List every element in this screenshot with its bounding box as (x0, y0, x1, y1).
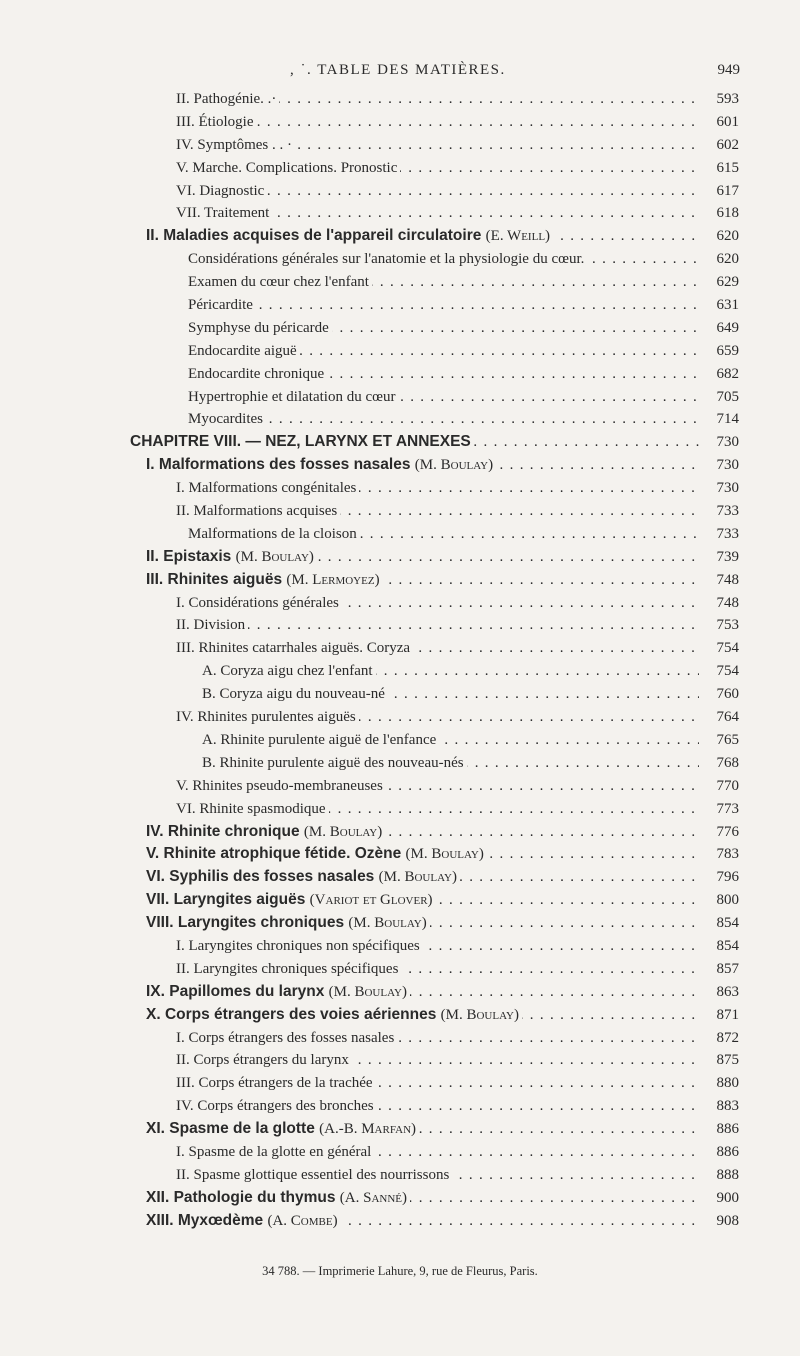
toc-entry-text: III. Rhinites catarrhales aiguës. Coryza (176, 640, 411, 657)
toc-entry-text: V. Rhinite atrophique fétide. Ozène (146, 845, 402, 863)
toc-entry-page-number: 783 (699, 843, 739, 866)
toc-entry (0, 271, 800, 294)
toc-entry-text: VI. Diagnostic (176, 182, 265, 199)
toc-entry-page-number: 733 (699, 523, 739, 546)
toc-entry-page-number: 714 (699, 408, 739, 431)
toc-entry-page-number: 602 (699, 134, 739, 157)
toc-entry-author: (A. Combe) (267, 1212, 338, 1229)
toc-entry-title (176, 775, 730, 798)
toc-entry (0, 958, 800, 981)
toc-entry-page-number: 730 (699, 477, 739, 500)
toc-entry-label (176, 480, 359, 496)
toc-entry-page-number: 765 (699, 729, 739, 752)
toc-entry-text: II. Epistaxis (146, 547, 232, 565)
toc-entry-author: (M. Boulay) (378, 869, 457, 886)
toc-entry (0, 1049, 800, 1072)
toc-entry-page-number: 730 (699, 454, 739, 477)
toc-entry-label (176, 617, 248, 633)
toc-entry-title (146, 1210, 730, 1233)
toc-entry (0, 157, 800, 180)
toc-entry-text: XIII. Myxœdème (146, 1211, 264, 1229)
toc-entry-label (188, 411, 266, 427)
toc-entry-title (146, 454, 730, 477)
toc-entry (0, 500, 800, 523)
toc-entry-title (146, 225, 730, 248)
toc-entry (0, 683, 800, 706)
toc-entry-text: VI. Syphilis des fosses nasales (146, 868, 375, 886)
toc-entry-title (146, 1004, 730, 1027)
running-header (0, 62, 800, 86)
toc-entry-title (188, 408, 730, 431)
toc-entry-page-number: 649 (699, 317, 739, 340)
toc-entry (0, 1004, 800, 1027)
toc-entry-title (176, 798, 730, 821)
toc-entry-page-number: 773 (699, 798, 739, 821)
toc-entry (0, 408, 800, 431)
toc-entry (0, 592, 800, 615)
toc-entry-label (176, 137, 295, 153)
toc-entry-label (146, 845, 487, 862)
toc-entry-title (176, 1027, 730, 1050)
toc-entry-text: II. Spasme glottique essentiel des nourrissons (176, 1166, 450, 1183)
toc-entry-title (176, 958, 730, 981)
toc-entry-text: VI. Rhinite spasmodique (176, 800, 326, 817)
toc-entry-text: Myocardites (188, 411, 263, 428)
toc-entry-page-number: 631 (699, 294, 739, 317)
toc-entry-title (188, 340, 730, 363)
toc-entry-title (146, 866, 730, 889)
toc-entry-label (176, 778, 386, 794)
toc-entry-title (176, 500, 730, 523)
toc-entry (0, 1118, 800, 1141)
toc-entry-title (176, 134, 730, 157)
toc-entry-text: IV. Corps étrangers des bronches (176, 1098, 374, 1115)
toc-entry-label (176, 205, 272, 221)
toc-entry-title (176, 614, 730, 637)
toc-entry-text: Symphyse du péricarde (188, 319, 329, 336)
toc-entry-text: Examen du cœur chez l'enfant (188, 274, 369, 291)
toc-entry-author: (M. Boulay) (405, 846, 484, 863)
table-of-contents (0, 88, 800, 1233)
toc-entry (0, 935, 800, 958)
toc-entry-title (176, 111, 730, 134)
toc-entry-text: II. Division (176, 617, 246, 634)
toc-entry-label (188, 343, 300, 359)
toc-entry-label (176, 160, 400, 176)
toc-entry-page-number: 875 (699, 1049, 739, 1072)
toc-entry-text: II. Laryngites chroniques spécifiques (176, 960, 399, 977)
toc-entry-label (146, 227, 553, 244)
toc-entry-page-number: 880 (699, 1072, 739, 1095)
toc-entry (0, 843, 800, 866)
toc-entry-author: (E. Weill) (485, 228, 551, 245)
toc-entry-title (176, 935, 730, 958)
toc-entry-page-number: 857 (699, 958, 739, 981)
toc-entry-title (202, 660, 730, 683)
toc-entry-author: (A. Sanné) (339, 1189, 407, 1206)
toc-entry (0, 180, 800, 203)
toc-entry (0, 225, 800, 248)
toc-entry-page-number: 754 (699, 660, 739, 683)
toc-entry-title (146, 981, 730, 1004)
toc-entry-title (176, 1049, 730, 1072)
toc-entry-text: III. Corps étrangers de la trachée (176, 1075, 373, 1092)
toc-entry-text: II. Maladies acquises de l'appareil circulatoire (146, 227, 482, 245)
toc-entry-text: I. Spasme de la glotte en général (176, 1143, 372, 1160)
toc-entry-page-number: 760 (699, 683, 739, 706)
toc-entry-page-number: 886 (699, 1118, 739, 1141)
toc-entry-label (176, 1030, 397, 1046)
toc-entry-text: I. Corps étrangers des fosses nasales (176, 1029, 395, 1046)
toc-entry-text: III. Étiologie (176, 113, 254, 130)
toc-entry-text: VIII. Laryngites chroniques (146, 914, 345, 932)
toc-entry-page-number: 618 (699, 202, 739, 225)
toc-entry-title (146, 889, 730, 912)
toc-entry-label (188, 320, 332, 336)
toc-entry-label (176, 938, 423, 954)
toc-entry-text: XII. Pathologie du thymus (146, 1188, 336, 1206)
toc-entry-label (176, 595, 342, 611)
toc-entry-page-number: 770 (699, 775, 739, 798)
toc-entry-label (176, 801, 329, 817)
toc-entry (0, 477, 800, 500)
toc-entry-label (176, 503, 340, 519)
toc-entry (0, 798, 800, 821)
toc-entry-page-number: 601 (699, 111, 739, 134)
toc-entry-page-number: 908 (699, 1210, 739, 1233)
toc-entry-title (146, 843, 730, 866)
toc-entry-text: A. Coryza aigu chez l'enfant (202, 663, 373, 680)
toc-entry-label (176, 114, 256, 130)
toc-entry-page-number: 871 (699, 1004, 739, 1027)
printer-imprint: 34 788. — Imprimerie Lahure, 9, rue de Fleurus, Paris. (262, 1264, 538, 1278)
toc-entry-text: VII. Laryngites aiguës (146, 891, 306, 909)
toc-entry-title (202, 729, 730, 752)
toc-entry (0, 340, 800, 363)
toc-entry-text: IV. Rhinites purulentes aiguës (176, 709, 356, 726)
toc-entry-title (146, 1187, 730, 1210)
toc-entry-text: III. Rhinites aiguës (146, 570, 283, 588)
toc-entry (0, 660, 800, 683)
toc-entry (0, 614, 800, 637)
toc-entry-text: XI. Spasme de la glotte (146, 1120, 315, 1138)
toc-entry-label (176, 640, 413, 656)
toc-entry-label (146, 548, 317, 565)
toc-entry-title (176, 706, 730, 729)
toc-entry (0, 454, 800, 477)
toc-entry (0, 706, 800, 729)
toc-entry (0, 1141, 800, 1164)
toc-entry-title (146, 569, 730, 592)
toc-entry-page-number: 620 (699, 248, 739, 271)
toc-entry-label (146, 1120, 419, 1137)
toc-entry-author: (M. Boulay) (328, 983, 407, 1000)
toc-entry (0, 637, 800, 660)
toc-entry-page-number: 659 (699, 340, 739, 363)
toc-entry-text: I. Considérations générales (176, 594, 339, 611)
toc-entry (0, 386, 800, 409)
toc-entry-page-number: 900 (699, 1187, 739, 1210)
toc-entry-author: (M. Boulay) (414, 457, 494, 474)
toc-entry-page-number: 872 (699, 1027, 739, 1050)
toc-entry-page-number: 748 (699, 592, 739, 615)
toc-entry (0, 294, 800, 317)
toc-entry (0, 546, 800, 569)
toc-entry (0, 1210, 800, 1233)
toc-entry-label (146, 1006, 522, 1023)
toc-entry-text: I. Malformations des fosses nasales (146, 456, 411, 474)
toc-entry-label (146, 456, 496, 473)
toc-entry-title (176, 477, 730, 500)
toc-entry-label (146, 1212, 341, 1229)
toc-entry-page-number: 883 (699, 1095, 739, 1118)
toc-entry-text: IX. Papillomes du larynx (146, 982, 325, 1000)
toc-entry-label (176, 961, 401, 977)
toc-entry (0, 248, 800, 271)
toc-entry-label (146, 891, 436, 908)
toc-entry-page-number: 764 (699, 706, 739, 729)
toc-entry-page-number: 748 (699, 569, 739, 592)
toc-entry-label (176, 1144, 374, 1160)
toc-entry-text: Hypertrophie et dilatation du cœur (188, 388, 396, 405)
toc-entry-page-number: 615 (699, 157, 739, 180)
toc-entry-title (188, 523, 730, 546)
toc-entry-label (176, 1098, 377, 1114)
toc-entry (0, 111, 800, 134)
toc-entry (0, 1164, 800, 1187)
toc-entry-text: VII. Traitement (176, 205, 270, 222)
toc-entry-label (188, 389, 398, 405)
toc-entry-label (146, 868, 460, 885)
toc-entry-text: Endocardite chronique (188, 365, 325, 382)
toc-entry-label (188, 274, 372, 290)
toc-entry-text: I. Laryngites chroniques non spécifiques (176, 937, 420, 954)
toc-entry-title (188, 271, 730, 294)
toc-entry-title (188, 248, 730, 271)
toc-entry-text: II. Malformations acquises (176, 503, 338, 520)
toc-entry-text: IV. Rhinite chronique (146, 822, 300, 840)
toc-entry-title (176, 202, 730, 225)
toc-entry-title (176, 1095, 730, 1118)
toc-entry-page-number: 593 (699, 88, 739, 111)
toc-entry-title (176, 1072, 730, 1095)
toc-entry (0, 1027, 800, 1050)
toc-entry (0, 866, 800, 889)
toc-entry-label (188, 251, 587, 267)
toc-entry-label (176, 709, 359, 725)
toc-entry-text: IV. Symptômes . . · (176, 136, 292, 153)
toc-entry (0, 431, 800, 454)
toc-entry-page-number: 800 (699, 889, 739, 912)
toc-entry-title (130, 431, 730, 454)
toc-entry (0, 523, 800, 546)
toc-entry-label (188, 297, 256, 313)
toc-entry-text: II. Corps étrangers du larynx (176, 1052, 349, 1069)
toc-entry-author: (Variot et Glover) (309, 892, 433, 909)
toc-entry-page-number: 863 (699, 981, 739, 1004)
toc-entry (0, 775, 800, 798)
toc-entry-title (188, 386, 730, 409)
toc-entry-title (176, 157, 730, 180)
toc-entry-author: (M. Boulay) (440, 1006, 519, 1023)
toc-entry-page-number: 888 (699, 1164, 739, 1187)
toc-entry-label (202, 686, 388, 702)
toc-entry-text: B. Coryza aigu du nouveau-né (202, 686, 385, 703)
toc-entry-label (176, 91, 279, 107)
toc-entry-page-number: 739 (699, 546, 739, 569)
toc-entry-title (188, 363, 730, 386)
toc-entry-label (176, 1075, 376, 1091)
toc-entry-title (176, 88, 730, 111)
toc-entry-text: X. Corps étrangers des voies aériennes (146, 1005, 437, 1023)
toc-entry-text: II. Pathogénie. .· (176, 91, 277, 107)
toc-entry (0, 981, 800, 1004)
toc-entry-title (202, 752, 730, 775)
toc-entry-label (176, 1052, 352, 1068)
toc-entry-page-number: 629 (699, 271, 739, 294)
toc-entry (0, 912, 800, 935)
toc-entry-text: A. Rhinite purulente aiguë de l'enfance (202, 731, 437, 748)
toc-entry-page-number: 753 (699, 614, 739, 637)
toc-entry-label (202, 755, 467, 771)
toc-entry-author: (M. Boulay) (348, 915, 427, 932)
header-title: , ˙. TABLE DES MATIÈRES. (290, 62, 506, 78)
toc-entry (0, 317, 800, 340)
toc-entry-title (146, 546, 730, 569)
toc-entry-label (146, 1189, 410, 1206)
toc-entry (0, 1187, 800, 1210)
toc-entry-title (146, 821, 730, 844)
toc-entry-author: (A.-B. Marfan) (319, 1121, 417, 1138)
toc-entry-text: CHAPITRE VIII. — NEZ, LARYNX ET ANNEXES (130, 433, 471, 451)
toc-entry-title (202, 683, 730, 706)
toc-entry (0, 821, 800, 844)
toc-entry-author: (M. Boulay) (235, 548, 314, 565)
header-page-number: 949 (717, 62, 740, 78)
toc-entry-label (130, 433, 474, 450)
toc-entry-page-number: 776 (699, 821, 739, 844)
toc-entry-page-number: 854 (699, 935, 739, 958)
toc-entry-label (202, 663, 376, 679)
toc-entry-page-number: 682 (699, 363, 739, 386)
toc-entry-text: Malformations de la cloison (188, 525, 357, 542)
toc-entry (0, 729, 800, 752)
toc-entry-label (146, 823, 385, 840)
toc-entry (0, 569, 800, 592)
toc-entry-page-number: 730 (699, 431, 739, 454)
toc-entry-page-number: 733 (699, 500, 739, 523)
toc-entry (0, 88, 800, 111)
toc-entry-text: I. Malformations congénitales (176, 480, 357, 497)
toc-entry-title (176, 637, 730, 660)
toc-entry-text: Péricardite (188, 297, 253, 314)
toc-entry-page-number: 796 (699, 866, 739, 889)
toc-entry-title (176, 592, 730, 615)
toc-entry-title (176, 1164, 730, 1187)
toc-entry (0, 363, 800, 386)
toc-entry (0, 1072, 800, 1095)
toc-entry-text: V. Marche. Complications. Pronostic (176, 159, 398, 176)
toc-entry-label (176, 183, 267, 199)
toc-entry-title (146, 912, 730, 935)
toc-entry-title (176, 1141, 730, 1164)
toc-entry (0, 134, 800, 157)
toc-entry-title (188, 294, 730, 317)
toc-entry-author: (M. Boulay) (303, 823, 383, 840)
toc-entry-label (188, 526, 360, 542)
toc-entry-text: Endocardite aiguë (188, 342, 297, 359)
toc-entry (0, 1095, 800, 1118)
toc-entry (0, 202, 800, 225)
toc-entry-page-number: 620 (699, 225, 739, 248)
toc-entry-page-number: 705 (699, 386, 739, 409)
toc-entry-author: (M. Lermoyez) (286, 571, 380, 588)
toc-entry (0, 889, 800, 912)
toc-entry-page-number: 617 (699, 180, 739, 203)
toc-entry-label (146, 983, 410, 1000)
toc-entry-page-number: 886 (699, 1141, 739, 1164)
toc-entry-label (146, 571, 383, 588)
toc-entry-label (176, 1167, 452, 1183)
toc-entry-text: Considérations générales sur l'anatomie et la physiologie du cœur. (188, 251, 585, 268)
toc-entry-label (146, 914, 430, 931)
toc-entry-label (188, 366, 327, 382)
toc-entry-title (188, 317, 730, 340)
toc-entry-label (202, 732, 439, 748)
toc-entry-title (176, 180, 730, 203)
toc-entry-page-number: 854 (699, 912, 739, 935)
toc-entry-page-number: 768 (699, 752, 739, 775)
toc-entry (0, 752, 800, 775)
toc-entry-page-number: 754 (699, 637, 739, 660)
toc-entry-text: B. Rhinite purulente aiguë des nouveau-nés (202, 754, 464, 771)
toc-entry-title (146, 1118, 730, 1141)
toc-entry-text: V. Rhinites pseudo-membraneuses (176, 777, 383, 794)
